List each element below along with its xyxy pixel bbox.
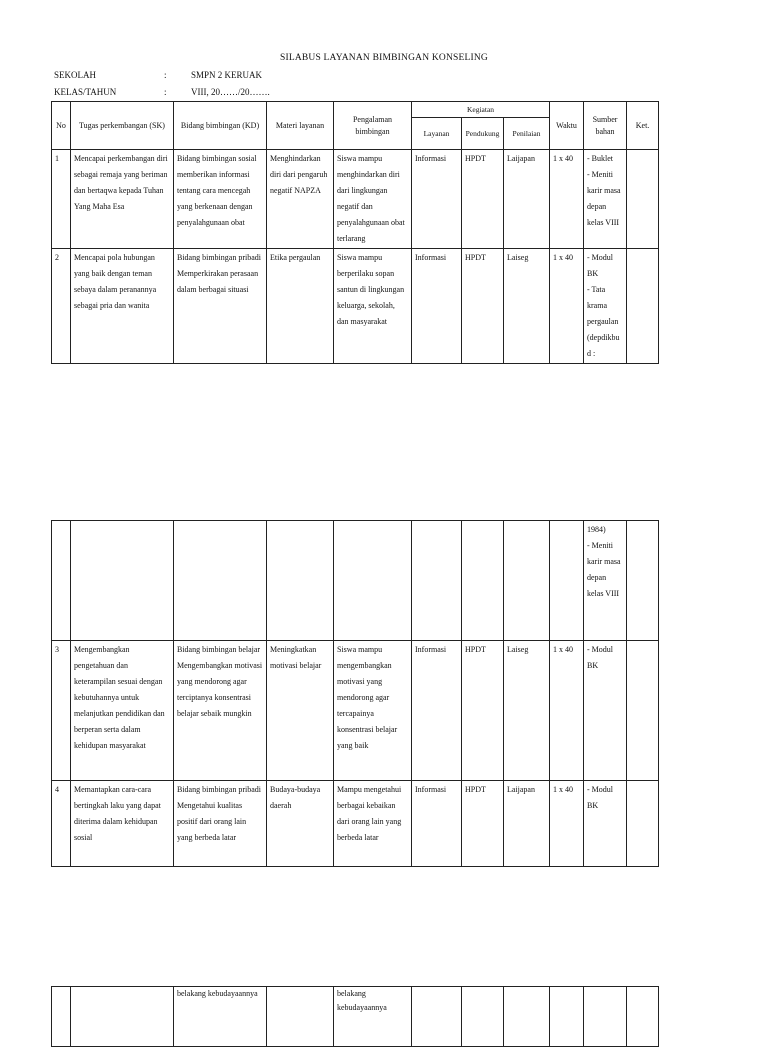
syllabus-table-page2 xyxy=(51,520,659,867)
header-layanan: Layanan xyxy=(412,118,462,150)
syllabus-table-page3 xyxy=(51,986,659,1047)
cell-kd: Bidang bimbingan belajar Mengembangkan motivasi yang mendorong agar terciptanya konsentrasi belajar sebaik mungkin xyxy=(174,641,267,781)
meta-sep: : xyxy=(164,87,167,97)
cell-kd: Bidang bimbingan sosial memberikan informasi tentang cara mencegah yang berkenaan dengan penyalahgunaan obat xyxy=(174,150,267,249)
cell-ket xyxy=(627,521,659,641)
cell-kd: Bidang bimbingan pribadi Memperkirakan perasaan dalam berbagai situasi xyxy=(174,249,267,364)
cell-no: 3 xyxy=(52,641,71,781)
cell-layanan: Informasi xyxy=(412,781,462,867)
cell-penilaian: Laijapan xyxy=(504,781,550,867)
cell-pengalaman: Siswa mampu mengembangkan motivasi yang mendorong agar tercapainya konsentrasi belajar yang baik xyxy=(334,641,412,781)
cell-waktu: 1 x 40 xyxy=(550,781,584,867)
cell-pendukung: HPDT xyxy=(462,150,504,249)
cell-sumber: - Modul BK xyxy=(584,641,627,781)
header-kd: Bidang bimbingan (KD) xyxy=(174,102,267,150)
cell-pendukung: HPDT xyxy=(462,249,504,364)
cell-materi xyxy=(267,521,334,641)
cell-penilaian: Laiseg xyxy=(504,641,550,781)
cell-sk: Memantapkan cara-cara bertingkah laku yang dapat diterima dalam kehidupan sosial xyxy=(71,781,174,867)
cell-pengalaman: Mampu mengetahui berbagai kebaikan dari orang lain yang berbeda latar xyxy=(334,781,412,867)
cell-materi: Etika pergaulan xyxy=(267,249,334,364)
cell-waktu: 1 x 40 xyxy=(550,641,584,781)
cell-pengalaman: belakang kebudayaannya xyxy=(334,987,412,1047)
cell-no: 2 xyxy=(52,249,71,364)
cell-materi: Budaya-budaya daerah xyxy=(267,781,334,867)
cell-ket xyxy=(627,641,659,781)
table-row xyxy=(52,521,659,641)
meta-label: KELAS/TAHUN xyxy=(54,87,117,97)
cell-kd: belakang kebudayaannya xyxy=(174,987,267,1047)
cell-penilaian: Laijapan xyxy=(504,150,550,249)
cell-no: 4 xyxy=(52,781,71,867)
cell-materi: Meningkatkan motivasi belajar xyxy=(267,641,334,781)
cell-pengalaman xyxy=(334,521,412,641)
cell-layanan: Informasi xyxy=(412,150,462,249)
cell-pengalaman: Siswa mampu berperilaku sopan santun di lingkungan keluarga, sekolah, dan masyarakat xyxy=(334,249,412,364)
header-no: No xyxy=(52,102,71,150)
meta-label: SEKOLAH xyxy=(54,70,96,80)
cell-sumber: - Modul BK - Tata krama pergaulan (depdikbud : xyxy=(584,249,627,364)
header-waktu: Waktu xyxy=(550,102,584,150)
cell-pendukung: HPDT xyxy=(462,641,504,781)
cell-kd xyxy=(174,521,267,641)
cell-ket xyxy=(627,249,659,364)
cell-sk xyxy=(71,521,174,641)
syllabus-table-page1 xyxy=(51,101,659,364)
cell-sk: Mencapai pola hubungan yang baik dengan teman sebaya dalam peranannya sebagai pria dan wanita xyxy=(71,249,174,364)
cell-pengalaman: Siswa mampu menghindarkan diri dari lingkungan negatif dan penyalahgunaan obat terlarang xyxy=(334,150,412,249)
cell-ket xyxy=(627,150,659,249)
header-pendukung: Pendukung xyxy=(462,118,504,150)
cell-materi: Menghindarkan diri dari pengaruh negatif NAPZA xyxy=(267,150,334,249)
cell-penilaian: Laiseg xyxy=(504,249,550,364)
header-ket: Ket. xyxy=(627,102,659,150)
cell-no: 1 xyxy=(52,150,71,249)
cell-sk: Mengembangkan pengetahuan dan keterampilan sesuai dengan kebutuhannya untuk melanjutkan pendidikan dan berperan serta dalam kehidupan masyarakat xyxy=(71,641,174,781)
table-row xyxy=(52,641,659,781)
cell-no xyxy=(52,521,71,641)
header-materi: Materi layanan xyxy=(267,102,334,150)
cell-sumber: - Buklet - Meniti karir masa depan kelas VIII xyxy=(584,150,627,249)
cell-layanan: Informasi xyxy=(412,641,462,781)
cell-layanan: Informasi xyxy=(412,249,462,364)
table-row xyxy=(52,150,659,249)
cell-waktu xyxy=(550,521,584,641)
document-title: SILABUS LAYANAN BIMBINGAN KONSELING xyxy=(279,53,488,63)
meta-value: VIII, 20……/20……. xyxy=(191,87,270,97)
meta-sep: : xyxy=(164,70,167,80)
cell-waktu: 1 x 40 xyxy=(550,150,584,249)
cell-kd: Bidang bimbingan pribadi Mengetahui kualitas positif dari orang lain yang berbeda latar xyxy=(174,781,267,867)
header-sumber: Sumber bahan xyxy=(584,102,627,150)
table-row xyxy=(52,781,659,867)
cell-sk: Mencapai perkembangan diri sebagai remaja yang beriman dan bertaqwa kepada Tuhan Yang Maha Esa xyxy=(71,150,174,249)
cell-sumber: - Modul BK xyxy=(584,781,627,867)
cell-ket xyxy=(627,781,659,867)
meta-value: SMPN 2 KERUAK xyxy=(191,70,263,80)
header-sk: Tugas perkembangan (SK) xyxy=(71,102,174,150)
cell-waktu: 1 x 40 xyxy=(550,249,584,364)
cell-layanan xyxy=(412,521,462,641)
cell-sumber: 1984) - Meniti karir masa depan kelas VIII xyxy=(584,521,627,641)
table-row xyxy=(52,249,659,364)
header-kegiatan: Kegiatan xyxy=(412,102,550,118)
header-pengalaman: Pengalaman bimbingan xyxy=(334,102,412,150)
cell-penilaian xyxy=(504,521,550,641)
header-penilaian: Penilaian xyxy=(504,118,550,150)
cell-pendukung: HPDT xyxy=(462,781,504,867)
cell-pendukung xyxy=(462,521,504,641)
table-row xyxy=(52,987,659,1047)
